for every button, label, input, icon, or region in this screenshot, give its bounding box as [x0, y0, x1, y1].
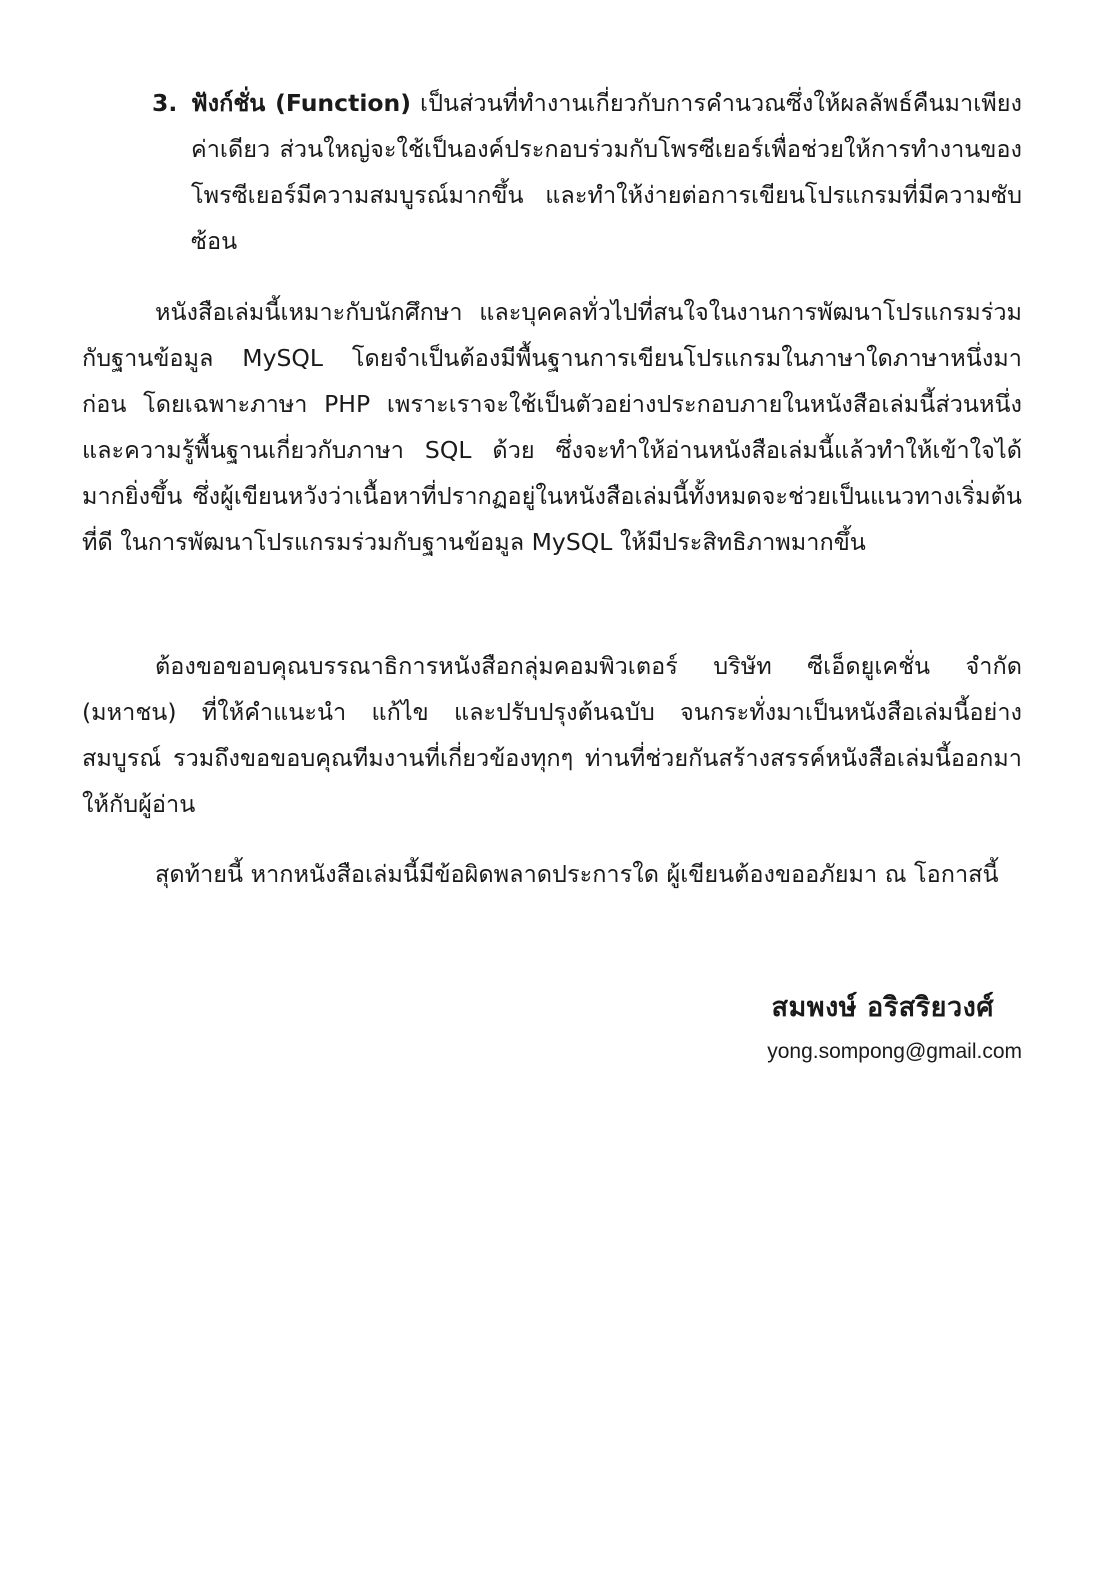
list-item-term: ฟังก์ชั่น (Function) — [191, 89, 412, 117]
paragraph-apology: สุดท้ายนี้ หากหนังสือเล่มนี้มีข้อผิดพลาดประการใด ผู้เขียนต้องขออภัยมา ณ โอกาสนี้ — [155, 860, 999, 888]
author-name: สมพงษ์ อริสริยวงศ์ — [771, 992, 994, 1023]
list-item-text: เป็นส่วนที่ทำงานเกี่ยวกับการคำนวณซึ่งให้ผลลัพธ์คืนมาเพียงค่าเดียว ส่วนใหญ่จะใช้เป็นองค์ประกอบร่วมกับโพรซีเยอร์เพื่อช่วยให้การทำงานของโพรซีเยอร์มีความสมบูรณ์มากขึ้น และทำให้ง่ายต่อการเขียนโปรแกรมที่มีความซับซ้อน — [191, 89, 1022, 255]
list-item-function — [152, 80, 1022, 264]
paragraph-audience: หนังสือเล่มนี้เหมาะกับนักศึกษา และบุคคลทั่วไปที่สนใจในงานการพัฒนาโปรแกรมร่วมกับฐานข้อมูล MySQL โดยจำเป็นต้องมีพื้นฐานการเขียนโปรแกรมในภาษาใดภาษาหนึ่งมาก่อน โดยเฉพาะภาษา PHP เพราะเราจะใช้เป็นตัวอย่างประกอบภายในหนังสือเล่มนี้ส่วนหนึ่ง และความรู้พื้นฐานเกี่ยวกับภาษา SQL ด้วย ซึ่งจะทำให้อ่านหนังสือเล่มนี้แล้วทำให้เข้าใจได้มากยิ่งขึ้น ซึ่งผู้เขียนหวังว่าเนื้อหาที่ปรากฏอยู่ในหนังสือเล่มนี้ทั้งหมดจะช่วยเป็นแนวทางเริ่มต้นที่ดี ในการพัฒนาโปรแกรมร่วมกับฐานข้อมูล MySQL ให้มีประสิทธิภาพมากขึ้น — [82, 298, 1022, 556]
list-item-number: 3. — [152, 89, 178, 117]
paragraph-acknowledgement: ต้องขอขอบคุณบรรณาธิการหนังสือกลุ่มคอมพิวเตอร์ บริษัท ซีเอ็ดยูเคชั่น จำกัด (มหาชน) ที่ให้คำแนะนำ แก้ไข และปรับปรุงต้นฉบับ จนกระทั่งมาเป็นหนังสือเล่มนี้อย่างสมบูรณ์ รวมถึงขอขอบคุณทีมงานที่เกี่ยวข้องทุกๆ ท่านที่ช่วยกันสร้างสรรค์หนังสือเล่มนี้ออกมาให้กับผู้อ่าน — [82, 652, 1022, 818]
author-email: yong.sompong@gmail.com — [767, 1040, 1022, 1063]
